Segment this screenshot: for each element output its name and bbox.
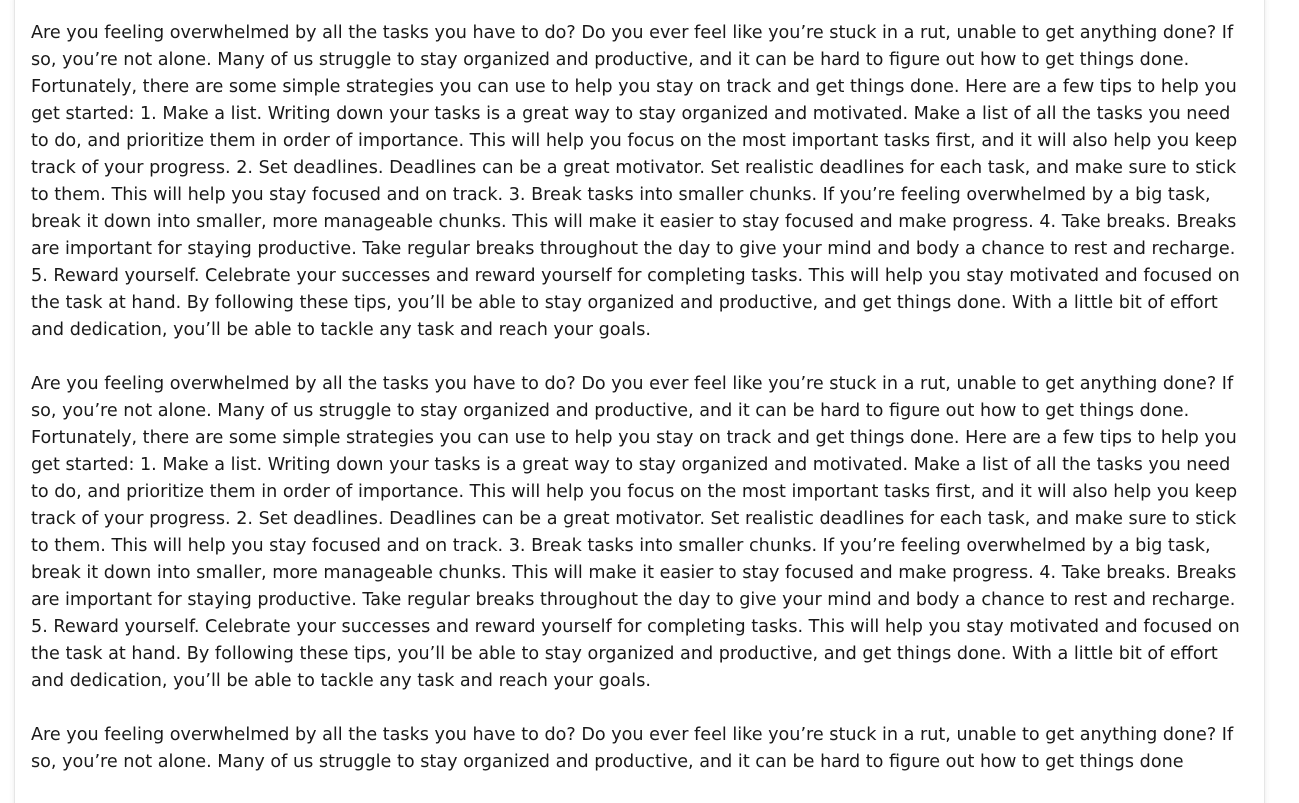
article-paragraph-2: Are you feeling overwhelmed by all the tasks you have to do? Do you ever feel like you’re stuck in a rut, unable to get anything done? If so, you’re not alone. Many of us struggle to stay organized and productive, and it can be hard to figure out how to get things done. Fortunately, there are some simple strategies you can use to help you stay on track and get things done. Here are a few tips to help you get started: 1. Make a list. Writing down your tasks is a great way to stay organized and motivated. Make a list of all the tasks you need to do, and prioritize them in order of importance. This will help you focus on the most important tasks first, and it will also help you keep track of your progress. 2. Set deadlines. Deadlines can be a great motivator. Set realistic deadlines for each task, and make sure to stick to them. This will help you stay focused and on track. 3. Break tasks into smaller chunks. If you’re feeling overwhelmed by a big task, break it down into smaller, more manageable chunks. This will make it easier to stay focused and make progress. 4. Take breaks. Breaks are important for staying productive. Take regular breaks throughout the day to give your mind and body a chance to rest and recharge. 5. Reward yourself. Celebrate your successes and reward yourself for completing tasks. This will help you stay motivated and focused on the task at hand. By following these tips, you’ll be able to stay organized and productive, and get things done. With a little bit of effort and dedication, you’ll be able to tackle any task and reach your goals. bbox=[31, 374, 1240, 691]
article-body bbox=[31, 20, 1253, 803]
article-card bbox=[14, 0, 1265, 803]
article-paragraph-1: Are you feeling overwhelmed by all the tasks you have to do? Do you ever feel like you’re stuck in a rut, unable to get anything done? If so, you’re not alone. Many of us struggle to stay organized and productive, and it can be hard to figure out how to get things done. Fortunately, there are some simple strategies you can use to help you stay on track and get things done. Here are a few tips to help you get started: 1. Make a list. Writing down your tasks is a great way to stay organized and motivated. Make a list of all the tasks you need to do, and prioritize them in order of importance. This will help you focus on the most important tasks first, and it will also help you keep track of your progress. 2. Set deadlines. Deadlines can be a great motivator. Set realistic deadlines for each task, and make sure to stick to them. This will help you stay focused and on track. 3. Break tasks into smaller chunks. If you’re feeling overwhelmed by a big task, break it down into smaller, more manageable chunks. This will make it easier to stay focused and make progress. 4. Take breaks. Breaks are important for staying productive. Take regular breaks throughout the day to give your mind and body a chance to rest and recharge. 5. Reward yourself. Celebrate your successes and reward yourself for completing tasks. This will help you stay motivated and focused on the task at hand. By following these tips, you’ll be able to stay organized and productive, and get things done. With a little bit of effort and dedication, you’ll be able to tackle any task and reach your goals. bbox=[31, 23, 1240, 340]
article-paragraph-3: Are you feeling overwhelmed by all the tasks you have to do? Do you ever feel like you’re stuck in a rut, unable to get anything done? If so, you’re not alone. Many of us struggle to stay organized and productive, and it can be hard to figure out how to get things done bbox=[31, 725, 1234, 772]
